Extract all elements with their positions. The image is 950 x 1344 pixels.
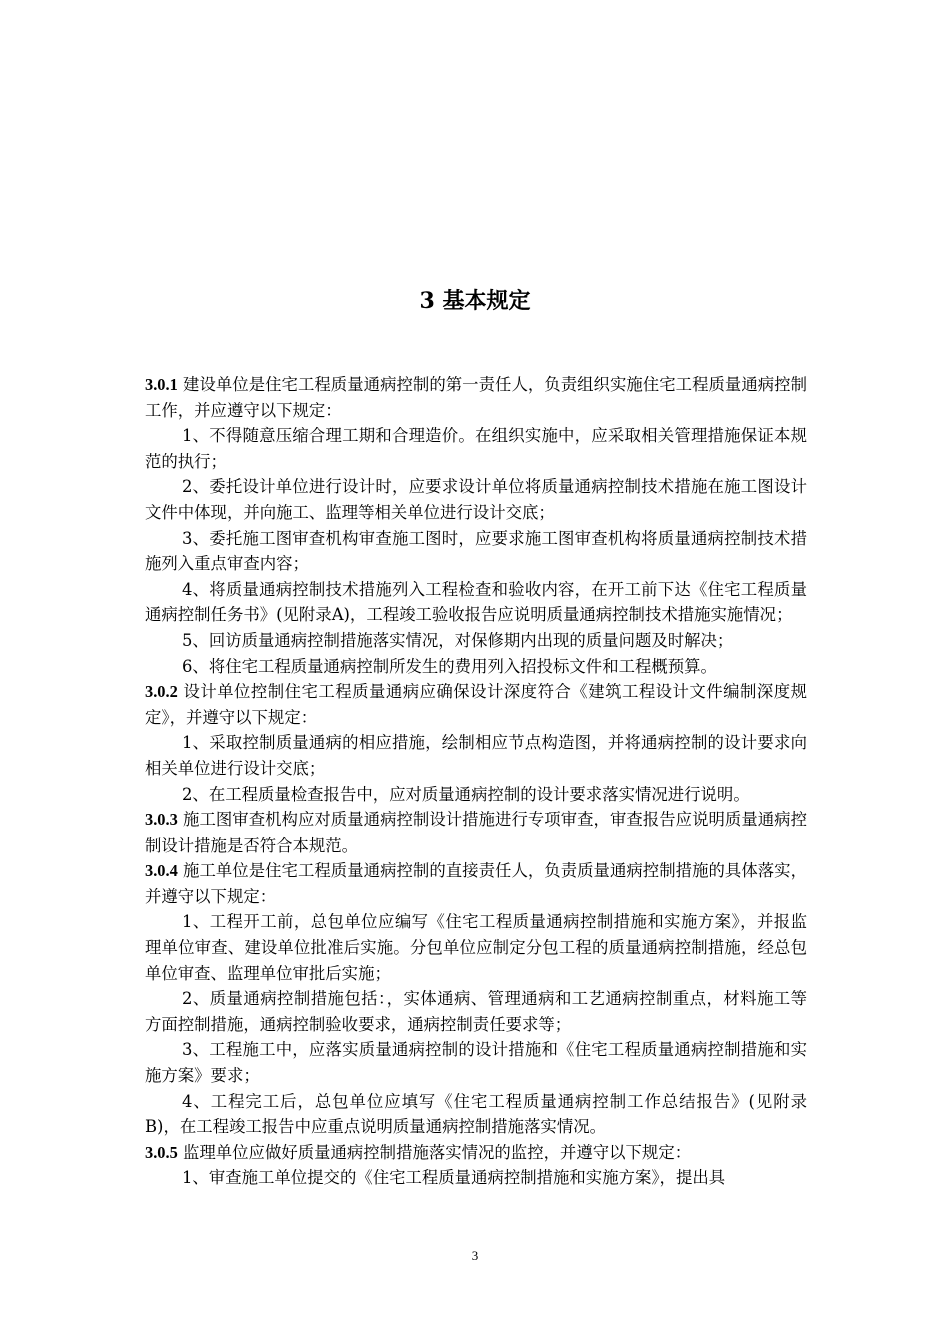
section-title: 3 基本规定 bbox=[419, 288, 531, 314]
clause-text: 设计单位控制住宅工程质量通病应确保设计深度符合《建筑工程设计文件编制深度规定》，并遵守以下规定： bbox=[145, 682, 807, 727]
clause-number: 3.0.5 bbox=[145, 1142, 178, 1162]
clause-text: 施工图审查机构应对质量通病控制设计措施进行专项审查，审查报告应说明质量通病控制设计措施是否符合本规范。 bbox=[145, 810, 807, 855]
clause-number: 3.0.1 bbox=[145, 375, 178, 394]
list-item: 1、工程开工前，总包单位应编写《住宅工程质量通病控制措施和实施方案》，并报监理单位审查、建设单位批准后实施。分包单位应制定分包工程的质量通病控制措施，经总包单位审查、监理单位审批后实施； bbox=[145, 912, 807, 983]
list-item: 3、工程施工中，应落实质量通病控制的设计措施和《住宅工程质量通病控制措施和实施方案》要求； bbox=[145, 1040, 807, 1086]
clause-number: 3.0.2 bbox=[145, 682, 178, 702]
body-text bbox=[145, 372, 807, 1191]
list-item: 6、将住宅工程质量通病控制所发生的费用列入招投标文件和工程概预算。 bbox=[182, 656, 717, 676]
list-item: 4、将质量通病控制技术措施列入工程检查和验收内容，在开工前下达《住宅工程质量通病控制任务书》(见附录A)，工程竣工验收报告应说明质量通病控制技术措施实施情况； bbox=[145, 579, 807, 625]
clause-3-0-4 bbox=[145, 858, 807, 909]
list-item: 2、质量通病控制措施包括：，实体通病、管理通病和工艺通病控制重点，材料施工等方面控制措施，通病控制验收要求，通病控制责任要求等； bbox=[145, 989, 807, 1034]
clause-3-0-5 bbox=[145, 1140, 807, 1166]
clause-number: 3.0.3 bbox=[145, 810, 178, 830]
clause-3-0-3 bbox=[145, 807, 807, 858]
list-item: 3、委托施工图审查机构审查施工图时，应要求施工图审查机构将质量通病控制技术措施列入重点审查内容； bbox=[145, 528, 807, 574]
list-item: 1、采取控制质量通病的相应措施，绘制相应节点构造图，并将通病控制的设计要求向相关单位进行设计交底； bbox=[145, 733, 807, 778]
page-number: 3 bbox=[471, 1248, 479, 1263]
clause-number: 3.0.4 bbox=[145, 861, 178, 881]
list-item: 5、回访质量通病控制措施落实情况，对保修期内出现的质量问题及时解决； bbox=[182, 630, 734, 650]
clause-text: 监理单位应做好质量通病控制措施落实情况的监控，并遵守以下规定： bbox=[177, 1142, 692, 1162]
list-item: 1、审查施工单位提交的《住宅工程质量通病控制措施和实施方案》，提出具 bbox=[182, 1168, 726, 1188]
clause-text: 建设单位是住宅工程质量通病控制的第一责任人，负责组织实施住宅工程质量通病控制工作，并应遵守以下规定： bbox=[145, 375, 807, 420]
list-item: 4、工程完工后，总包单位应填写《住宅工程质量通病控制工作总结报告》(见附录B)，在工程竣工报告中应重点说明质量通病控制措施落实情况。 bbox=[145, 1091, 807, 1137]
list-item: 2、委托设计单位进行设计时，应要求设计单位将质量通病控制技术措施在施工图设计文件中体现，并向施工、监理等相关单位进行设计交底； bbox=[145, 477, 807, 522]
clause-3-0-1 bbox=[145, 372, 807, 423]
list-item: 1、不得随意压缩合理工期和合理造价。在组织实施中，应采取相关管理措施保证本规范的执行； bbox=[145, 426, 807, 471]
clause-3-0-2 bbox=[145, 679, 807, 730]
list-item: 2、在工程质量检查报告中，应对质量通病控制的设计要求落实情况进行说明。 bbox=[182, 784, 750, 804]
clause-text: 施工单位是住宅工程质量通病控制的直接责任人，负责质量通病控制措施的具体落实，并遵守以下规定： bbox=[145, 861, 807, 906]
